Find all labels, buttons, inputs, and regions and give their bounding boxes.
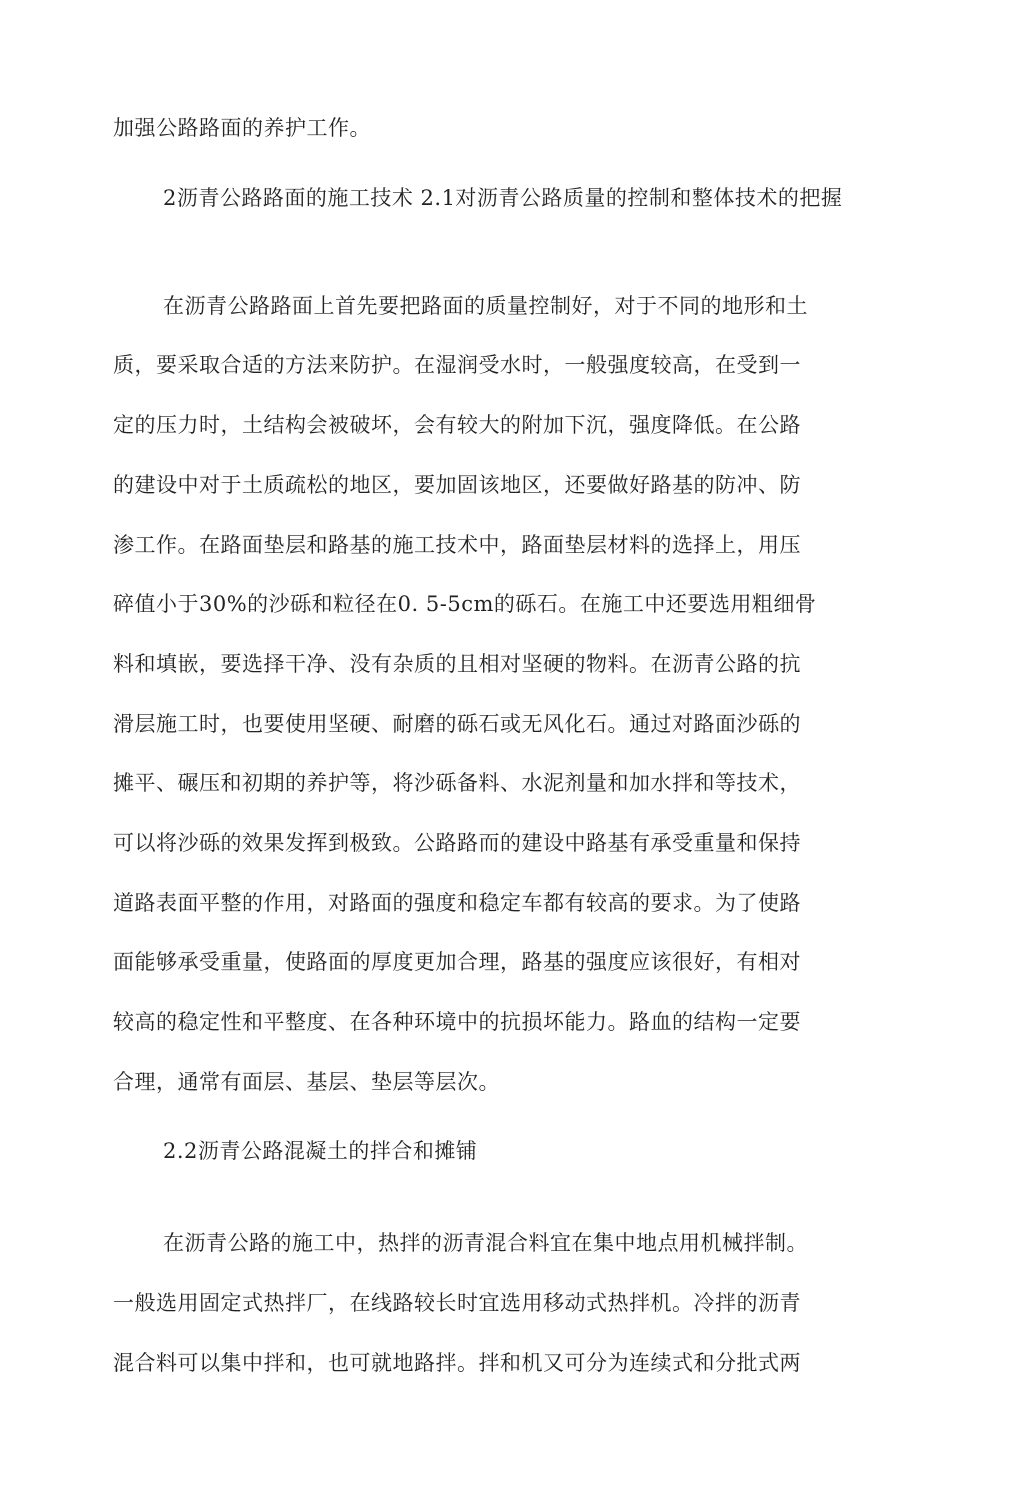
- paragraph-line: 加强公路路面的养护工作。: [113, 116, 371, 140]
- paragraph-line: 在沥青公路的施工中，热拌的沥青混合料宜在集中地点用机械拌制。: [163, 1231, 808, 1255]
- paragraph-line: 合理，通常有面层、基层、垫层等层次。: [113, 1070, 500, 1094]
- paragraph-line: 定的压力时，土结构会被破坏，会有较大的附加下沉，强度降低。在公路: [113, 413, 801, 437]
- paragraph-line: 摊平、碾压和初期的养护等，将沙砾备料、水泥剂量和加水拌和等技术，: [113, 771, 801, 795]
- section-heading: 2沥青公路路面的施工技术 2.1对沥青公路质量的控制和整体技术的把握: [163, 186, 843, 210]
- section-heading: 2.2沥青公路混凝土的拌合和摊铺: [163, 1139, 478, 1163]
- paragraph-line: 一般选用固定式热拌厂，在线路较长时宜选用移动式热拌机。冷拌的沥青: [113, 1291, 801, 1315]
- paragraph-line: 在沥青公路路面上首先要把路面的质量控制好，对于不同的地形和土: [163, 294, 808, 318]
- paragraph-line: 质，要采取合适的方法来防护。在湿润受水时，一般强度较高，在受到一: [113, 353, 801, 377]
- paragraph-line: 的建设中对于土质疏松的地区，要加固该地区，还要做好路基的防冲、防: [113, 473, 801, 497]
- paragraph-line: 可以将沙砾的效果发挥到极致。公路路而的建设中路基有承受重量和保持: [113, 831, 801, 855]
- paragraph-line: 较高的稳定性和平整度、在各种环境中的抗损坏能力。路血的结构一定要: [113, 1010, 801, 1034]
- paragraph-line: 道路表面平整的作用，对路面的强度和稳定车都有较高的要求。为了使路: [113, 891, 801, 915]
- paragraph-line: 碎值小于30%的沙砾和粒径在0. 5-5cm的砾石。在施工中还要选用粗细骨: [113, 592, 817, 616]
- paragraph-line: 混合料可以集中拌和，也可就地路拌。拌和机又可分为连续式和分批式两: [113, 1351, 801, 1375]
- paragraph-line: 滑层施工时，也要使用坚硬、耐磨的砾石或无风化石。通过对路面沙砾的: [113, 712, 801, 736]
- paragraph-line: 面能够承受重量，使路面的厚度更加合理，路基的强度应该很好，有相对: [113, 950, 801, 974]
- paragraph-line: 渗工作。在路面垫层和路基的施工技术中，路面垫层材料的选择上，用压: [113, 533, 801, 557]
- paragraph-line: 料和填嵌，要选择干净、没有杂质的且相对坚硬的物料。在沥青公路的抗: [113, 652, 801, 676]
